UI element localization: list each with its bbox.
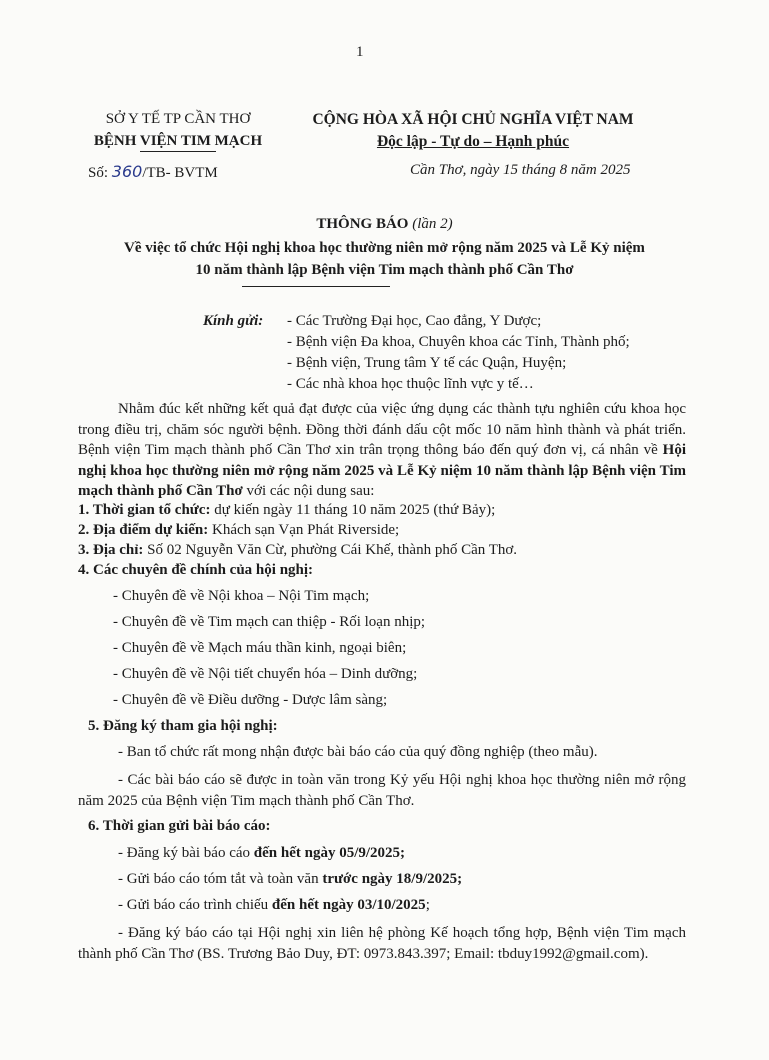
topic-item: - Chuyên đề về Tim mạch can thiệp - Rối loạn nhịp; (113, 614, 426, 630)
deadline-item (118, 871, 462, 888)
contact-paragraph: - Đăng ký báo cáo tại Hội nghị xin liên hệ phòng Kế hoạch tổng hợp, Bệnh viện Tim mạch thành phố Cần Thơ (BS. Trương Bảo Duy, ĐT: 0973.843.397; Email: tbduy1992@gmail.com). (78, 925, 686, 962)
section-time (78, 502, 495, 519)
national-title: CỘNG HÒA XÃ HỘI CHỦ NGHĨA VIỆT NAM (312, 111, 634, 128)
intro-event-name: Hội nghị khoa học thường niên mở rộng năm 2025 và Lễ Kỷ niệm 10 năm thành lập Bệnh viện Tim mạch thành phố Cần Thơ (78, 442, 686, 499)
document-date: Cần Thơ, ngày 15 tháng 8 năm 2025 (410, 162, 631, 178)
recipients-label: Kính gửi: (203, 313, 264, 329)
deadline-text: - Gửi báo cáo tóm tắt và toàn văn (118, 871, 323, 887)
topic-item: - Chuyên đề về Mạch máu thần kinh, ngoại biên; (113, 640, 407, 656)
section-time-label: 1. Thời gian tổ chức: (78, 502, 211, 518)
recipient-item: - Bệnh viện, Trung tâm Y tế các Quận, Huyện; (287, 355, 567, 371)
intro-paragraph (78, 399, 686, 502)
section-deadlines-label: 6. Thời gian gửi bài báo cáo: (88, 818, 271, 834)
issuer-underline (140, 151, 216, 152)
national-motto (288, 133, 658, 151)
intro-text: Nhằm đúc kết những kết quả đạt được của việc ứng dụng các thành tựu nghiên cứu khoa học trong điều trị, chăm sóc người bệnh. Đồng thời đánh dấu cột mốc 10 năm hình thành và phát triển. Bệnh viện Tim mạch thành phố Cần Thơ xin trân trọng thông báo đến quý đơn vị, cá nhân về (78, 401, 686, 458)
title-main: THÔNG BÁO (316, 216, 409, 232)
deadline-text: - Gửi báo cáo trình chiếu (118, 897, 272, 913)
topic-item: - Chuyên đề về Nội tiết chuyển hóa – Dinh dưỡng; (113, 666, 418, 682)
topic-item: - Chuyên đề về Điều dưỡng - Dược lâm sàng; (113, 692, 388, 708)
issuer-department: SỞ Y TẾ TP CẦN THƠ (105, 111, 251, 127)
section-venue (78, 522, 399, 539)
deadline-item (118, 897, 430, 914)
title-edition: (lần 2) (412, 216, 453, 232)
topic-item: - Chuyên đề về Nội khoa – Nội Tim mạch; (113, 588, 370, 604)
title-underline (242, 286, 390, 287)
title-subtitle-line2: 10 năm thành lập Bệnh viện Tim mạch thành phố Cần Thơ (195, 262, 574, 278)
intro-text-end: với các nội dung sau: (242, 483, 375, 499)
recipient-item: - Bệnh viện Đa khoa, Chuyên khoa các Tỉnh, Thành phố; (287, 334, 630, 350)
section-registration-label: 5. Đăng ký tham gia hội nghị: (88, 718, 278, 734)
document-number (88, 162, 218, 182)
deadline-item (118, 845, 405, 862)
document-number-handwritten: 360 (111, 162, 143, 181)
title-subtitle-line1: Về việc tổ chức Hội nghị khoa học thường niên mở rộng năm 2025 và Lễ Kỷ niệm (124, 240, 645, 256)
section-topics-label: 4. Các chuyên đề chính của hội nghị: (78, 562, 314, 578)
document-number-prefix: Số: (88, 165, 112, 181)
page-number: 1 (356, 44, 364, 60)
section-time-value: dự kiến ngày 11 tháng 10 năm 2025 (thứ Bảy); (210, 502, 496, 518)
document-number-suffix: /TB- BVTM (142, 165, 218, 181)
section-address-value: Số 02 Nguyễn Văn Cừ, phường Cái Khế, thành phố Cần Thơ. (143, 542, 518, 558)
recipient-item: - Các Trường Đại học, Cao đẳng, Y Dược; (287, 313, 542, 329)
section-venue-value: Khách sạn Vạn Phát Riverside; (208, 522, 400, 538)
deadline-text: - Đăng ký bài báo cáo (118, 845, 254, 861)
deadline-end: ; (425, 897, 430, 913)
deadline-date: đến hết ngày 05/9/2025; (253, 845, 406, 861)
registration-item: - Ban tổ chức rất mong nhận được bài báo cáo của quý đồng nghiệp (theo mẫu). (118, 744, 598, 760)
section-address-label: 3. Địa chỉ: (78, 542, 144, 558)
section-address (78, 542, 517, 559)
section-venue-label: 2. Địa điểm dự kiến: (78, 522, 209, 538)
recipient-item: - Các nhà khoa học thuộc lĩnh vực y tế… (287, 376, 534, 392)
national-motto-text: Độc lập - Tự do – Hạnh phúc (376, 133, 570, 150)
deadline-date: đến hết ngày 03/10/2025 (271, 897, 426, 913)
registration-item: - Các bài báo cáo sẽ được in toàn văn trong Kỷ yếu Hội nghị khoa học thường niên mở rộng năm 2025 của Bệnh viện Tim mạch thành phố Cần Thơ. (78, 772, 686, 809)
deadline-date: trước ngày 18/9/2025; (322, 871, 463, 887)
issuer-hospital: BỆNH VIỆN TIM MẠCH (93, 133, 263, 149)
document-title (0, 216, 769, 233)
